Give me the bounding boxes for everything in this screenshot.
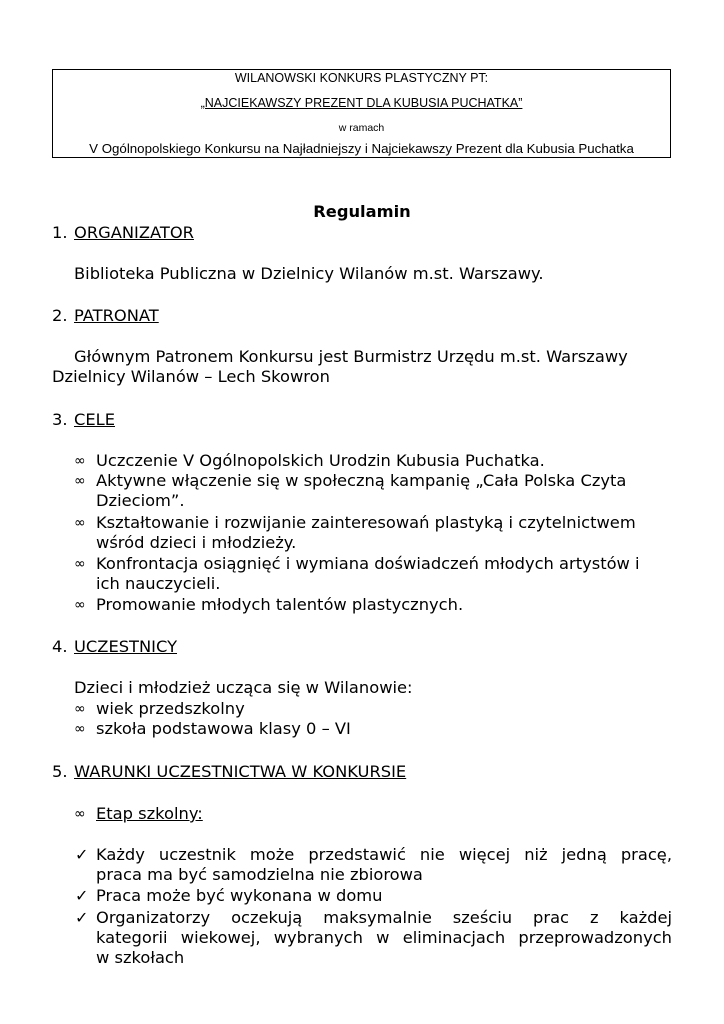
condition-3-line2: kategorii wiekowej, wybranych w eliminacjach przeprowadzonych xyxy=(96,928,672,947)
checkmark-icon: ✓ xyxy=(75,845,89,864)
infinity-bullet-icon: ∞ xyxy=(74,473,86,489)
participant-item-1: wiek przedszkolny xyxy=(96,699,245,718)
section-3-number: 3. xyxy=(52,410,68,429)
page-title: Regulamin xyxy=(313,202,411,221)
section-2-heading: PATRONAT xyxy=(74,306,159,325)
section-2-body-line2: Dzielnicy Wilanów – Lech Skowron xyxy=(52,367,330,386)
goal-item-5: Promowanie młodych talentów plastycznych. xyxy=(96,595,464,614)
goal-item-4-line1: Konfrontacja osiągnięć i wymiana doświadczeń młodych artystów i xyxy=(96,554,640,573)
participant-item-2: szkoła podstawowa klasy 0 – VI xyxy=(96,719,351,738)
header-line-within: w ramach xyxy=(338,122,385,134)
section-1-body: Biblioteka Publiczna w Dzielnicy Wilanów m.st. Warszawy. xyxy=(74,264,544,283)
section-4-number: 4. xyxy=(52,637,68,656)
section-2-number: 2. xyxy=(52,306,68,325)
section-4-heading: UCZESTNICY xyxy=(74,637,178,656)
infinity-bullet-icon: ∞ xyxy=(74,806,86,822)
goal-item-3-line1: Kształtowanie i rozwijanie zainteresowań plastyką i czytelnictwem xyxy=(96,513,636,532)
condition-2: Praca może być wykonana w domu xyxy=(96,886,383,905)
goal-item-2-line2: Dzieciom”. xyxy=(96,491,185,510)
condition-1-line2: praca ma być samodzielna nie zbiorowa xyxy=(96,865,423,884)
goal-item-2-line1: Aktywne włączenie się w społeczną kampanię „Cała Polska Czyta xyxy=(96,471,627,490)
section-1-heading: ORGANIZATOR xyxy=(74,223,194,242)
stage-school-label: Etap szkolny: xyxy=(96,804,203,823)
section-2-body-line1: Głównym Patronem Konkursu jest Burmistrz Urzędu m.st. Warszawy xyxy=(74,347,628,366)
header-line-title: „NAJCIEKAWSZY PREZENT DLA KUBUSIA PUCHATKA” xyxy=(200,96,523,110)
infinity-bullet-icon: ∞ xyxy=(74,556,86,572)
section-1-number: 1. xyxy=(52,223,68,242)
section-5-heading: WARUNKI UCZESTNICTWA W KONKURSIE xyxy=(74,762,407,781)
section-5-number: 5. xyxy=(52,762,68,781)
infinity-bullet-icon: ∞ xyxy=(74,515,86,531)
section-4-intro: Dzieci i młodzież ucząca się w Wilanowie: xyxy=(74,678,413,697)
infinity-bullet-icon: ∞ xyxy=(74,453,86,469)
goal-item-4-line2: ich nauczycieli. xyxy=(96,574,221,593)
section-3-heading: CELE xyxy=(74,410,116,429)
infinity-bullet-icon: ∞ xyxy=(74,597,86,613)
goal-item-3-line2: wśród dzieci i młodzieży. xyxy=(96,533,297,552)
condition-1-line1: Każdy uczestnik może przedstawić nie więcej niż jedną pracę, xyxy=(96,845,672,864)
infinity-bullet-icon: ∞ xyxy=(74,721,86,737)
header-box xyxy=(52,69,671,158)
checkmark-icon: ✓ xyxy=(75,886,89,905)
header-line-contest: WILANOWSKI KONKURS PLASTYCZNY PT: xyxy=(234,71,489,85)
condition-3-line3: w szkołach xyxy=(96,948,185,967)
infinity-bullet-icon: ∞ xyxy=(74,701,86,717)
header-line-national: V Ogólnopolskiego Konkursu na Najładniejszy i Najciekawszy Prezent dla Kubusia Puchatka xyxy=(89,141,634,156)
checkmark-icon: ✓ xyxy=(75,908,89,927)
goal-item-1: Uczczenie V Ogólnopolskich Urodzin Kubusia Puchatka. xyxy=(96,451,545,470)
condition-3-line1: Organizatorzy oczekują maksymalnie sześciu prac z każdej xyxy=(96,908,672,927)
